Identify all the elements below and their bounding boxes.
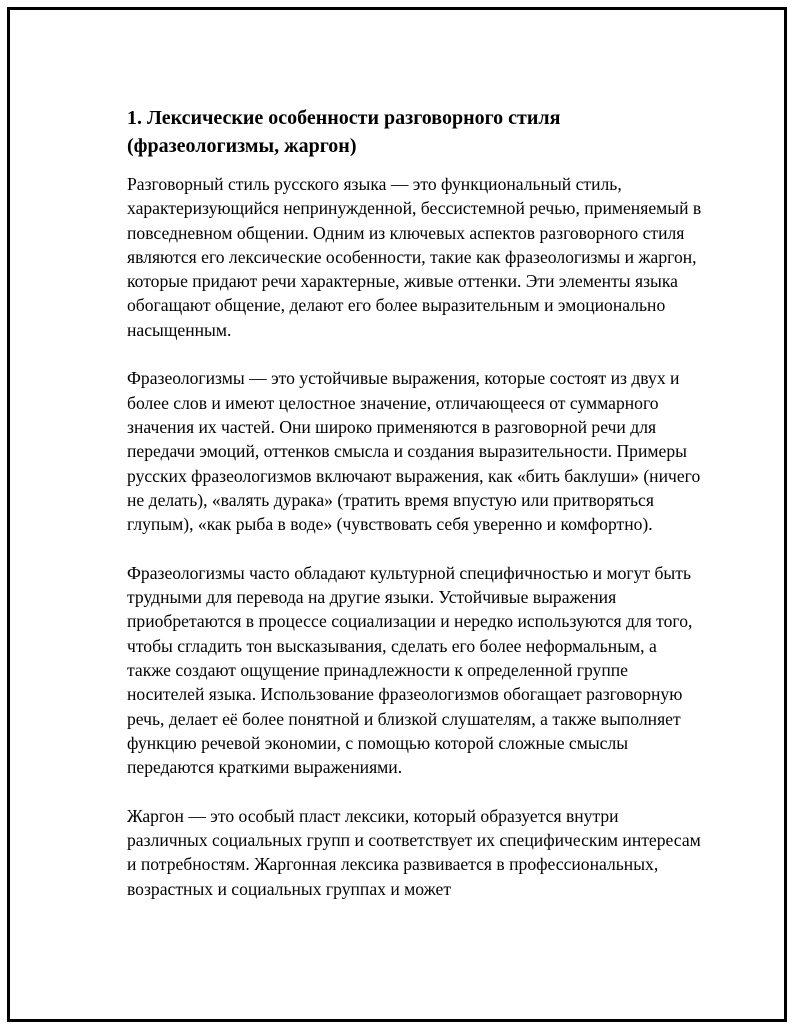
document-body	[127, 104, 702, 925]
page-frame	[7, 7, 787, 1022]
paragraph-jargon: Жаргон — это особый пласт лексики, который образуется внутри различных социальных групп и соответствует их специфическим интересам и потребностям. Жаргонная лексика развивается в профессиональных, возрастных и социальных группах и может	[127, 805, 701, 899]
section-heading: 1. Лексические особенности разговорного стиля (фразеологизмы, жаргон)	[127, 107, 561, 157]
paragraph-phraseologisms-usage: Фразеологизмы часто обладают культурной специфичностью и могут быть трудными для перевода на другие языки. Устойчивые выражения приобретаются в процессе социализации и нередко используются для того, чтобы сгладить тон высказывания, сделать его более неформальным, а также создают ощущение принадлежности к определенной группе носителей языка. Использование фразеологизмов обогащает разговорную речь, делает её более понятной и близкой слушателям, а также выполняет функцию речевой экономии, с помощью которой сложные смыслы передаются краткими выражениями.	[127, 562, 693, 778]
paragraph-intro: Разговорный стиль русского языка — это функциональный стиль, характеризующийся непринужденной, бессистемной речью, применяемый в повседневном общении. Одним из ключевых аспектов разговорного стиля являются его лексические особенности, такие как фразеологизмы и жаргон, которые придают речи характерные, живые оттенки. Эти элементы языка обогащают общение, делают его более выразительным и эмоционально насыщенным.	[127, 174, 702, 340]
paragraph-phraseologisms-definition: Фразеологизмы — это устойчивые выражения, которые состоят из двух и более слов и имеют целостное значение, отличающееся от суммарного значения их частей. Они широко применяются в разговорной речи для передачи эмоций, оттенков смысла и создания выразительности. Примеры русских фразеологизмов включают выражения, как «бить баклуши» (ничего не делать), «валять дурака» (тратить время впустую или притворяться глупым), «как рыба в воде» (чувствовать себя уверенно и комфортно).	[127, 368, 701, 535]
